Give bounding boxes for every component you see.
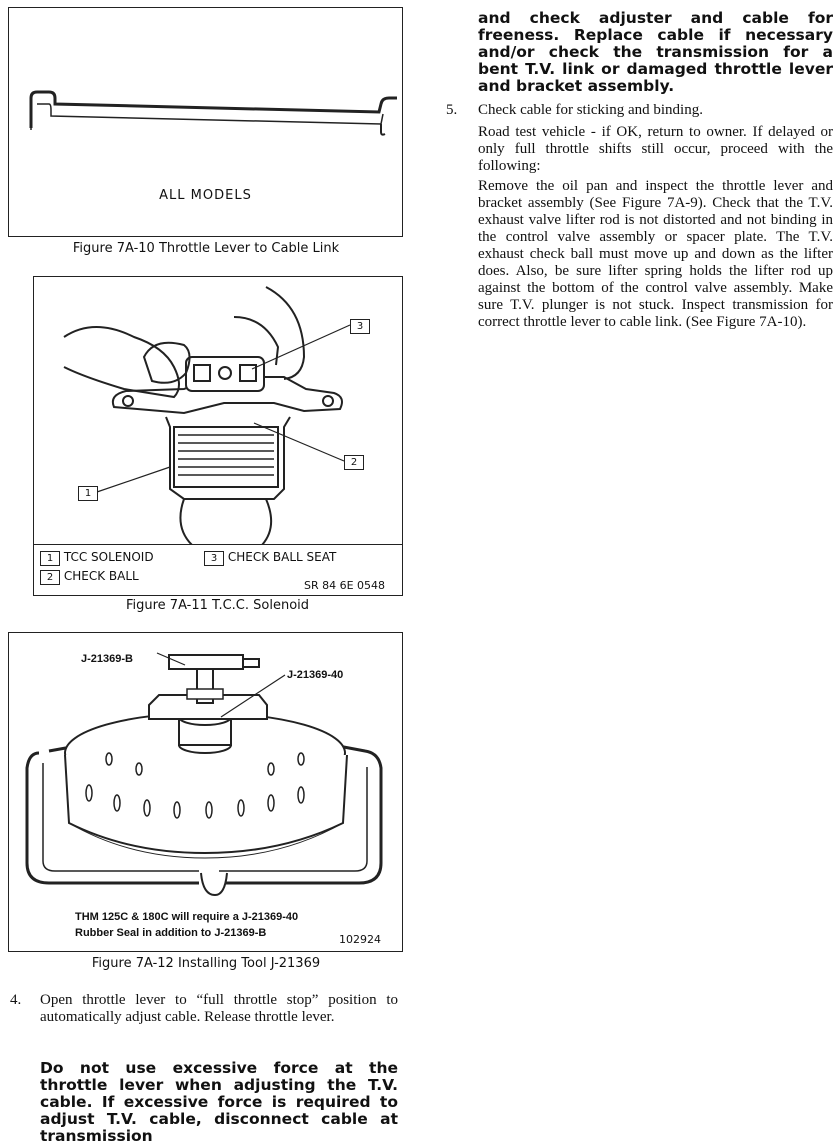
step-5-number: 5. [446, 102, 458, 118]
figure-7a-12-caption: Figure 7A-12 Installing Tool J-21369 [91, 956, 321, 971]
step-5-text: Check cable for sticking and binding. [478, 102, 703, 118]
figure-7a-10-caption: Figure 7A-10 Throttle Lever to Cable Link [72, 241, 340, 256]
callout-3: 3 [350, 319, 370, 334]
tool-note-line-1: THM 125C & 180C will require a J-21369-40 [75, 911, 299, 923]
legend-divider [34, 544, 402, 545]
figure-12-ref-code: 102924 [339, 933, 381, 946]
figure-7a-11-frame [33, 276, 403, 596]
legend-item-2 [40, 569, 139, 585]
tool-label-j21369b: J-21369-B [81, 653, 133, 665]
legend-item-1 [40, 550, 154, 566]
legend-num-1: 1 [40, 551, 60, 566]
legend-item-3 [204, 550, 336, 566]
figure-7a-10-frame [8, 7, 403, 237]
road-test-paragraph: Road test vehicle - if OK, return to owner. If delayed or only full throttle shifts still occur, proceed with the following: [478, 124, 833, 174]
callout-2: 2 [344, 455, 364, 470]
all-models-label: ALL MODELS [159, 188, 252, 203]
tcc-solenoid-illustration [34, 277, 402, 545]
tool-note-line-2: Rubber Seal in addition to J-21369-B [75, 927, 267, 939]
figure-7a-11-caption: Figure 7A-11 T.C.C. Solenoid [125, 598, 310, 613]
legend-num-2: 2 [40, 570, 60, 585]
figure-11-ref-code: SR 84 6E 0548 [304, 579, 386, 592]
warning-text: Do not use excessive force at the throttle lever when adjusting the T.V. cable. If excessive force is required to adjust T.V. cable, disconnect cable at transmission [40, 1059, 398, 1145]
warning-continuation: and check adjuster and cable for freeness. Replace cable if necessary and/or check the transmission for a bent T.V. link or damaged throttle lever and bracket assembly. [478, 9, 833, 95]
legend-num-3: 3 [204, 551, 224, 566]
step-4-text: Open throttle lever to “full throttle stop” position to automatically adjust cable. Release throttle lever. [40, 992, 398, 1025]
step-4-number: 4. [10, 992, 22, 1008]
legend-text-3: CHECK BALL SEAT [227, 550, 337, 564]
callout-1: 1 [78, 486, 98, 501]
inspection-paragraph: Remove the oil pan and inspect the throttle lever and bracket assembly (See Figure 7A-9). Check that the T.V. exhaust valve lifter rod is not distorted and not binding in the control valve assembly or spacer plate. The T.V. exhaust check ball must move up and down as the lifter does. Also, be sure lifter spring holds the lifter rod up against the bottom of the control valve assembly. Make sure T.V. plunger is not stuck. Inspect transmission for correct throttle lever to cable link. (See Figure 7A-10). [478, 178, 833, 330]
legend-text-2: CHECK BALL [63, 569, 139, 583]
figure-7a-12-frame [8, 632, 403, 952]
tool-label-j2136940: J-21369-40 [287, 669, 344, 681]
legend-text-1: TCC SOLENOID [63, 550, 154, 564]
